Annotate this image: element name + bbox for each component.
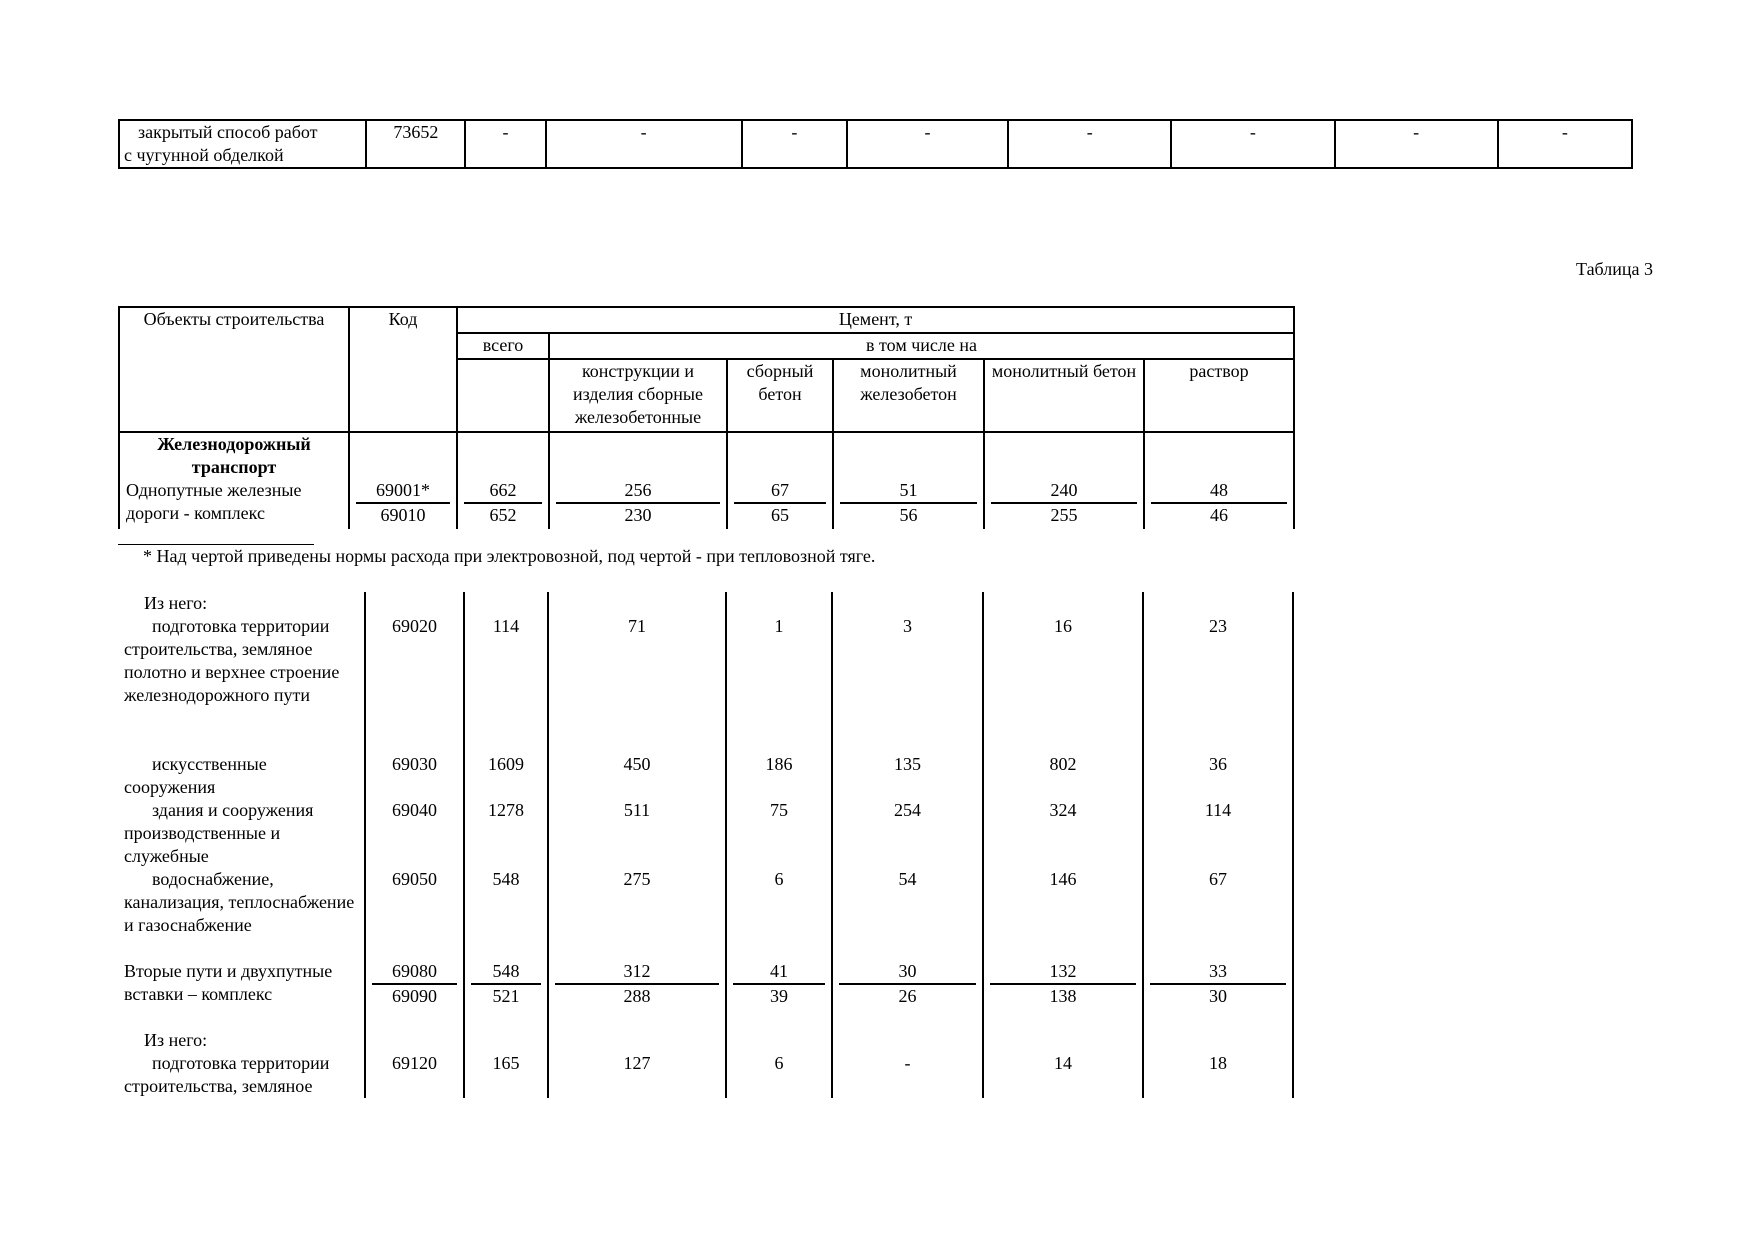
header-empty xyxy=(457,359,549,432)
code-cell: 69030 xyxy=(365,753,464,799)
value-cell: 14 xyxy=(983,1052,1143,1098)
section-title: Железнодорожный транспорт xyxy=(119,432,349,479)
value-cell: 1 xyxy=(726,615,832,753)
empty-cell xyxy=(548,1029,726,1052)
main-table xyxy=(118,306,1295,529)
value-cell: - xyxy=(1335,120,1498,168)
value-cell: 75 xyxy=(726,799,832,868)
fraction-cell: 662 652 xyxy=(457,479,549,529)
fraction-cell: 48 46 xyxy=(1144,479,1294,529)
value-cell: 186 xyxy=(726,753,832,799)
fraction-cell: 33 30 xyxy=(1143,960,1293,1029)
table-row xyxy=(118,1052,1293,1098)
group-label: Из него: xyxy=(118,592,365,615)
code-cell: 69050 xyxy=(365,868,464,960)
fraction-cell: 41 39 xyxy=(726,960,832,1029)
fraction-cell: 67 65 xyxy=(727,479,833,529)
empty-cell xyxy=(726,592,832,615)
empty-cell xyxy=(833,432,984,479)
row-name: закрытый способ работ с чугунной обделкой xyxy=(119,120,366,168)
header-code: Код xyxy=(349,307,457,432)
empty-cell xyxy=(464,592,548,615)
fraction-cell: 312 288 xyxy=(548,960,726,1029)
header-total: всего xyxy=(457,333,549,359)
value-cell: - xyxy=(742,120,847,168)
empty-cell xyxy=(365,1029,464,1052)
top-table xyxy=(118,119,1633,169)
header-sub: раствор xyxy=(1144,359,1294,432)
value-cell: 54 xyxy=(832,868,983,960)
value-cell: 67 xyxy=(1143,868,1293,960)
value-cell: 71 xyxy=(548,615,726,753)
table-row xyxy=(118,615,1293,753)
empty-cell xyxy=(548,592,726,615)
empty-cell xyxy=(832,1029,983,1052)
header-row xyxy=(119,307,1294,333)
value-cell: 511 xyxy=(548,799,726,868)
value-cell: 3 xyxy=(832,615,983,753)
value-cell: 16 xyxy=(983,615,1143,753)
value-cell: 146 xyxy=(983,868,1143,960)
fraction-cell: 69001* 69010 xyxy=(349,479,457,529)
header-cement: Цемент, т xyxy=(457,307,1294,333)
value-cell: 324 xyxy=(983,799,1143,868)
group-label-row xyxy=(118,1029,1293,1052)
code-cell: 69040 xyxy=(365,799,464,868)
footnote-text: * Над чертой приведены нормы расхода при электровозной, под чертой - при тепловозной тяге. xyxy=(143,546,876,566)
value-cell: - xyxy=(832,1052,983,1098)
value-cell: 6 xyxy=(726,868,832,960)
table-row xyxy=(119,479,1294,529)
empty-cell xyxy=(832,592,983,615)
table-row xyxy=(118,799,1293,868)
empty-cell xyxy=(365,592,464,615)
empty-cell xyxy=(983,592,1143,615)
value-cell: 1609 xyxy=(464,753,548,799)
value-cell: 275 xyxy=(548,868,726,960)
table-row xyxy=(118,960,1293,1029)
value-cell: 6 xyxy=(726,1052,832,1098)
header-sub: монолитный железобетон xyxy=(833,359,984,432)
table-row xyxy=(118,868,1293,960)
fraction-cell: 51 56 xyxy=(833,479,984,529)
fraction-cell: 548 521 xyxy=(464,960,548,1029)
row-name: водоснабжение, канализация, теплоснабжение и газоснабжение xyxy=(118,868,365,960)
header-sub: монолитный бетон xyxy=(984,359,1144,432)
value-cell: - xyxy=(1498,120,1632,168)
value-cell: 1278 xyxy=(464,799,548,868)
value-cell: 165 xyxy=(464,1052,548,1098)
row-name: Однопутные железные дороги - комплекс xyxy=(119,479,349,529)
empty-cell xyxy=(457,432,549,479)
fraction-cell: 69080 69090 xyxy=(365,960,464,1029)
empty-cell xyxy=(349,432,457,479)
row-name: подготовка территории строительства, земляное полотно и верхнее строение железнодорожного пути xyxy=(118,615,365,753)
row-name: подготовка территории строительства, земляное xyxy=(118,1052,365,1098)
row-name: Вторые пути и двухпутные вставки – комплекс xyxy=(118,960,365,1029)
code-cell: 73652 xyxy=(366,120,465,168)
lower-table xyxy=(118,592,1294,1098)
value-cell: - xyxy=(1171,120,1334,168)
header-sub: конструкции и изделия сборные железобетонные xyxy=(549,359,727,432)
value-cell: 23 xyxy=(1143,615,1293,753)
footnote-rule xyxy=(118,544,314,545)
fraction-cell: 30 26 xyxy=(832,960,983,1029)
fraction-cell: 256 230 xyxy=(549,479,727,529)
group-label: Из него: xyxy=(118,1029,365,1052)
fraction-cell: 132 138 xyxy=(983,960,1143,1029)
value-cell: - xyxy=(546,120,742,168)
value-cell: 114 xyxy=(464,615,548,753)
value-cell: - xyxy=(1008,120,1171,168)
value-cell: - xyxy=(465,120,545,168)
empty-cell xyxy=(1143,1029,1293,1052)
group-label-row xyxy=(118,592,1293,615)
code-cell: 69020 xyxy=(365,615,464,753)
row-name: здания и сооружения производственные и служебные xyxy=(118,799,365,868)
value-cell: 127 xyxy=(548,1052,726,1098)
value-cell: 254 xyxy=(832,799,983,868)
value-cell: 18 xyxy=(1143,1052,1293,1098)
section-row xyxy=(119,432,1294,479)
empty-cell xyxy=(727,432,833,479)
value-cell: 802 xyxy=(983,753,1143,799)
fraction-cell: 240 255 xyxy=(984,479,1144,529)
header-sub: сборный бетон xyxy=(727,359,833,432)
row-name: искусственные сооружения xyxy=(118,753,365,799)
code-cell: 69120 xyxy=(365,1052,464,1098)
value-cell: 548 xyxy=(464,868,548,960)
value-cell: 114 xyxy=(1143,799,1293,868)
table-row xyxy=(118,753,1293,799)
empty-cell xyxy=(726,1029,832,1052)
value-cell: 36 xyxy=(1143,753,1293,799)
value-cell: - xyxy=(847,120,1008,168)
empty-cell xyxy=(983,1029,1143,1052)
header-including: в том числе на xyxy=(549,333,1294,359)
empty-cell xyxy=(1143,592,1293,615)
header-objects: Объекты строительства xyxy=(119,307,349,432)
value-cell: 135 xyxy=(832,753,983,799)
table-row xyxy=(119,120,1632,168)
table-caption: Таблица 3 xyxy=(1576,259,1653,279)
value-cell: 450 xyxy=(548,753,726,799)
empty-cell xyxy=(984,432,1144,479)
empty-cell xyxy=(1144,432,1294,479)
empty-cell xyxy=(549,432,727,479)
empty-cell xyxy=(464,1029,548,1052)
